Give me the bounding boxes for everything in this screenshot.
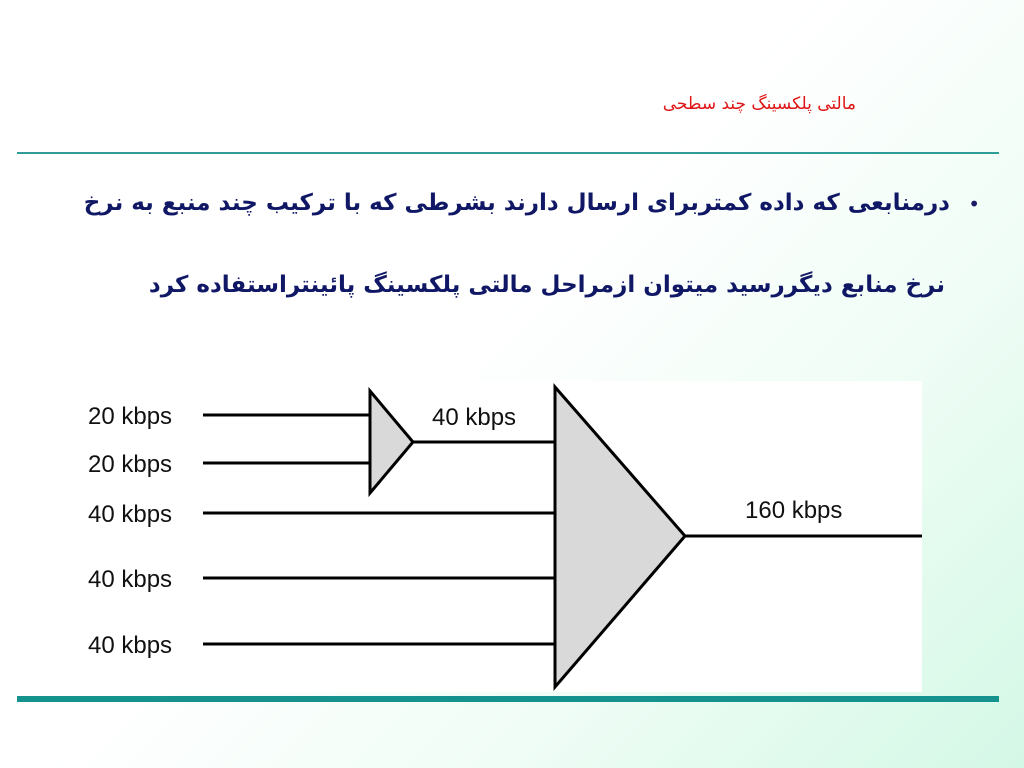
input-label-3: 40 kbps — [88, 501, 173, 528]
input-label-2: 20 kbps — [88, 451, 173, 478]
small-multiplexer-icon — [370, 391, 413, 493]
diagram-canvas — [70, 381, 922, 692]
slide-title: مالتی پلکسینگ چند سطحی — [662, 94, 856, 114]
output-label: 160 kbps — [745, 497, 843, 524]
multiplexing-diagram — [70, 381, 922, 692]
intermediate-label: 40 kbps — [432, 404, 517, 431]
bullet-line-2: نرخ منابع دیگررسید میتوان ازمراحل مالتی پلکسینگ پائینتراستفاده کرد — [148, 272, 945, 298]
input-label-5: 40 kbps — [88, 632, 173, 659]
large-multiplexer-icon — [555, 387, 685, 687]
bullet-dot-icon: • — [968, 192, 980, 216]
input-label-4: 40 kbps — [88, 566, 173, 593]
bottom-divider — [17, 696, 999, 702]
bullet-line-1: درمنابعی که داده کمتربرای ارسال دارند بشرطی که با ترکیب چند منبع به نرخ — [83, 190, 950, 216]
title-divider — [17, 152, 999, 154]
input-label-1: 20 kbps — [88, 403, 173, 430]
